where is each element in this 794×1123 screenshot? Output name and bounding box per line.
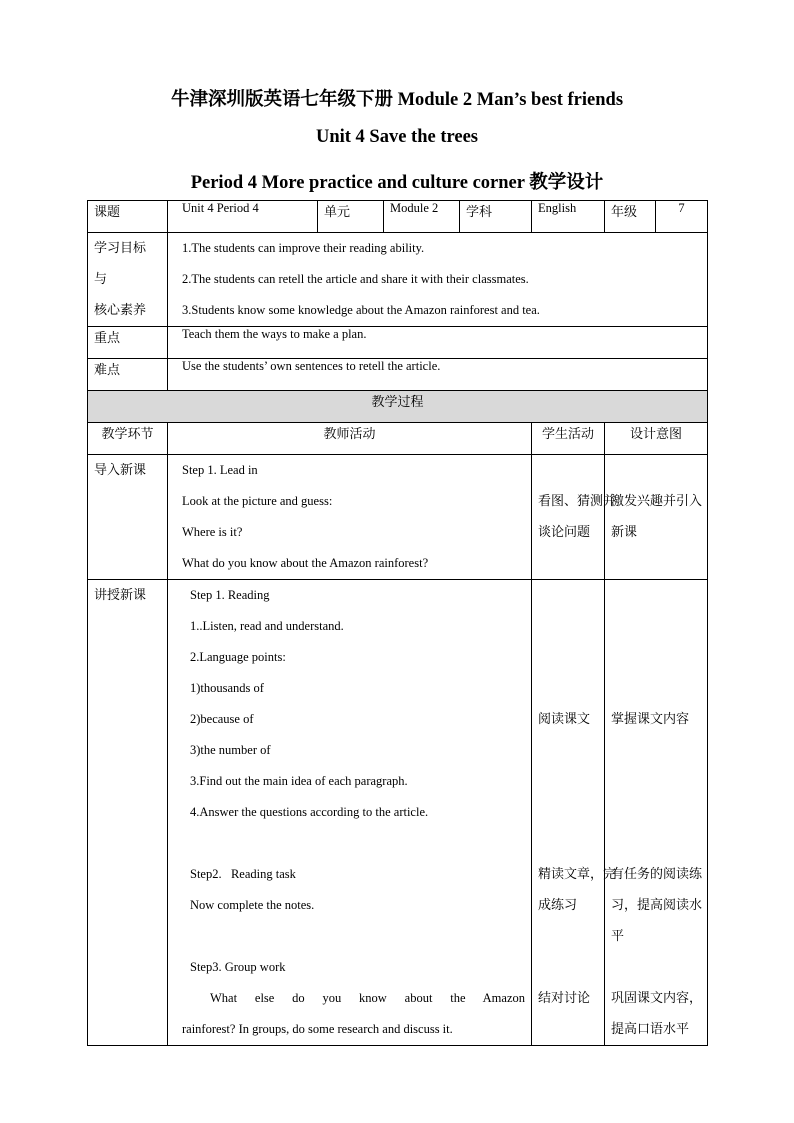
intro-teacher-line: Look at the picture and guess:	[182, 494, 333, 508]
teach-teacher-line: 1..Listen, read and understand.	[190, 619, 344, 633]
teach-teacher-line	[182, 921, 525, 952]
teach-intent-3-line: 提高口语水平	[611, 1022, 690, 1037]
teach-teacher-line: Step2. Reading task	[190, 867, 296, 881]
intro-intent-line: 新课	[611, 525, 638, 540]
teach-teacher-line: What else do you know about the Amazon	[210, 991, 525, 1005]
header-student: 学生活动	[532, 423, 605, 455]
difficulty-row	[88, 359, 708, 391]
teach-teacher-line: Step3. Group work	[190, 960, 286, 974]
teach-student-2-line: 成练习	[538, 898, 578, 913]
teach-intent-2-line: 平	[611, 929, 625, 944]
key-point-row	[88, 327, 708, 359]
intro-intent-line: 激发兴趣并引入	[611, 494, 703, 509]
teach-teacher-line: 3)the number of	[190, 743, 271, 757]
goal-item: 1.The students can improve their reading ability.	[182, 241, 425, 255]
header-intent: 设计意图	[605, 423, 708, 455]
topic-value: Unit 4 Period 4	[168, 201, 318, 233]
teach-teacher-line: rainforest? In groups, do some research and discuss it.	[182, 1022, 453, 1036]
teach-student-1: 阅读课文	[538, 712, 591, 727]
teach-teacher-line: 4.Answer the questions according to the article.	[190, 805, 429, 819]
grade-value: 7	[656, 201, 708, 233]
subject-label: 学科	[460, 201, 532, 233]
teach-teacher-line: 2)because of	[190, 712, 254, 726]
intro-intent	[605, 455, 708, 580]
key-point-value: Teach them the ways to make a plan.	[168, 327, 708, 359]
intro-teacher	[168, 455, 532, 580]
difficulty-value: Use the students’ own sentences to retell the article.	[168, 359, 708, 391]
intro-teacher-line: Where is it?	[182, 525, 243, 539]
goals-content	[168, 233, 708, 327]
teach-intent-2-line: 有任务的阅读练	[611, 867, 703, 882]
intro-student-line: 看图、猜测并	[538, 494, 617, 509]
intro-stage	[88, 455, 168, 580]
header-stage: 教学环节	[88, 423, 168, 455]
teach-teacher-line: 1)thousands of	[190, 681, 264, 695]
goals-label	[88, 233, 168, 327]
teach-teacher-line: 2.Language points:	[190, 650, 286, 664]
lesson-plan-table	[87, 200, 708, 1046]
info-row	[88, 201, 708, 233]
teach-stage-label: 讲授新课	[94, 588, 147, 603]
intro-row	[88, 455, 708, 580]
document-title-line-1: 牛津深圳版英语七年级下册 Module 2 Man’s best friends	[170, 90, 624, 110]
goal-item: 3.Students know some knowledge about the Amazon rainforest and tea.	[182, 303, 540, 317]
goals-label-line: 与	[94, 272, 108, 287]
teach-stage	[88, 580, 168, 1046]
teach-intent-3-line: 巩固课文内容，	[611, 991, 703, 1006]
teach-intent-1: 掌握课文内容	[611, 712, 690, 727]
goal-item: 2.The students can retell the article and share it with their classmates.	[182, 272, 529, 286]
goals-label-line: 学习目标	[94, 241, 147, 256]
teach-intent-2-line: 习，提高阅读水	[611, 898, 703, 913]
intro-student	[532, 455, 617, 580]
teach-teacher-line: 3.Find out the main idea of each paragraph.	[190, 774, 408, 788]
process-section-row	[88, 391, 708, 423]
unit-label: 单元	[318, 201, 384, 233]
intro-student-line: 谈论问题	[538, 525, 591, 540]
grade-label: 年级	[605, 201, 656, 233]
teach-student-3: 结对讨论	[538, 991, 591, 1006]
unit-value: Module 2	[384, 201, 460, 233]
subject-value: English	[532, 201, 605, 233]
difficulty-label: 难点	[88, 359, 168, 391]
header-teacher: 教师活动	[168, 423, 532, 455]
intro-stage-label: 导入新课	[94, 463, 147, 478]
document-title-line-3: Period 4 More practice and culture corner 教学设计	[190, 173, 604, 193]
intro-teacher-line: Step 1. Lead in	[182, 463, 258, 477]
teach-teacher-line	[182, 828, 525, 859]
teach-row	[88, 580, 708, 1046]
teach-teacher	[168, 580, 532, 1046]
key-point-label: 重点	[88, 327, 168, 359]
process-section-title: 教学过程	[88, 391, 708, 423]
goals-row	[88, 233, 708, 327]
intro-teacher-line: What do you know about the Amazon rainforest?	[182, 556, 429, 570]
teach-teacher-line: Now complete the notes.	[190, 898, 315, 912]
document-title-line-2: Unit 4 Save the trees	[315, 127, 479, 147]
teach-teacher-line: Step 1. Reading	[190, 588, 270, 602]
topic-label: 课题	[88, 201, 168, 233]
goals-label-line: 核心素养	[94, 303, 147, 318]
process-header-row	[88, 423, 708, 455]
teach-student	[532, 580, 617, 1046]
teach-intent	[605, 580, 708, 1046]
teach-student-2-line: 精读文章，完	[538, 867, 617, 882]
